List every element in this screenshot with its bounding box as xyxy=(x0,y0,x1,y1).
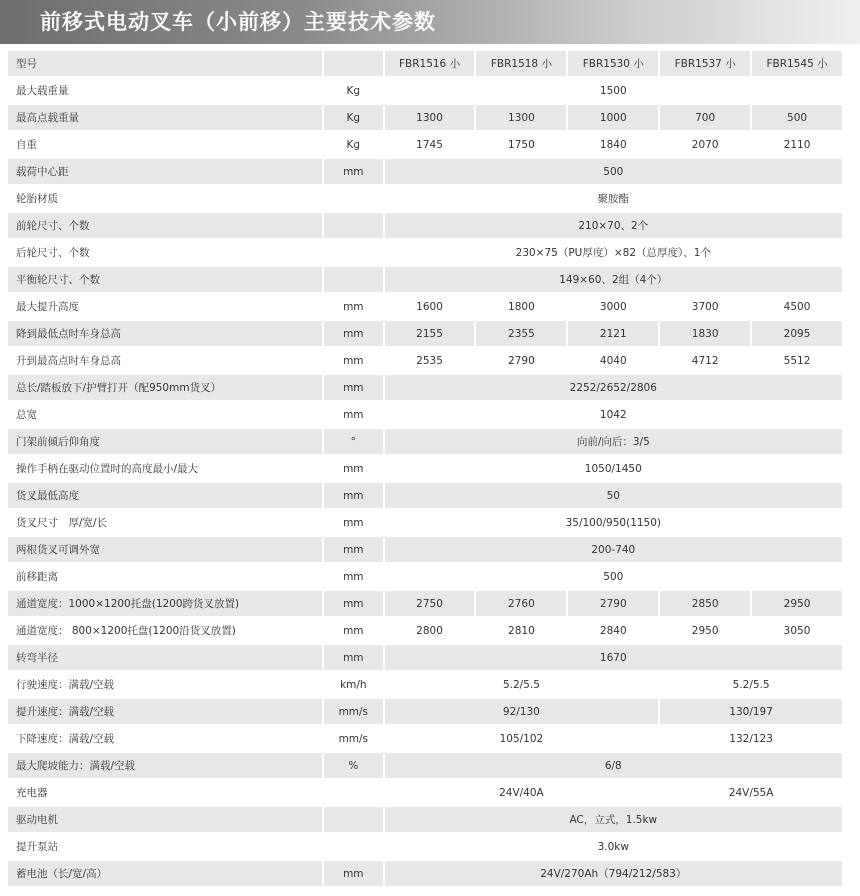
param-name: 前轮尺寸、个数 xyxy=(8,213,324,240)
param-unit: mm xyxy=(324,321,385,348)
param-unit xyxy=(324,240,385,267)
param-value: 1300 xyxy=(385,105,477,132)
param-unit: mm xyxy=(324,456,385,483)
model-header: FBR1518 小 xyxy=(476,51,568,78)
param-unit: Kg xyxy=(324,78,385,105)
param-value: 1830 xyxy=(660,321,752,348)
param-value: 130/197 xyxy=(660,699,844,726)
param-value: 2810 xyxy=(476,618,568,645)
spec-row xyxy=(8,78,844,105)
param-value: 105/102 xyxy=(385,726,661,753)
spec-row xyxy=(8,726,844,753)
param-value: 1600 xyxy=(385,294,477,321)
spec-row xyxy=(8,267,844,294)
param-unit: mm xyxy=(324,861,385,888)
spec-row xyxy=(8,186,844,213)
spec-row xyxy=(8,537,844,564)
param-unit xyxy=(324,213,385,240)
param-unit xyxy=(324,186,385,213)
param-name: 驱动电机 xyxy=(8,807,324,834)
spec-row xyxy=(8,753,844,780)
spec-row xyxy=(8,699,844,726)
param-unit: mm xyxy=(324,537,385,564)
param-value: 500 xyxy=(385,564,844,591)
param-value: 4040 xyxy=(568,348,660,375)
param-name: 转弯半径 xyxy=(8,645,324,672)
param-unit: mm xyxy=(324,510,385,537)
param-unit: mm xyxy=(324,591,385,618)
spec-row xyxy=(8,132,844,159)
param-value: 1000 xyxy=(568,105,660,132)
param-name: 蓄电池（长/宽/高） xyxy=(8,861,324,888)
param-name: 最高点载重量 xyxy=(8,105,324,132)
param-unit: mm xyxy=(324,618,385,645)
param-name: 轮胎材质 xyxy=(8,186,324,213)
param-value: 2252/2652/2806 xyxy=(385,375,844,402)
param-value: 6/8 xyxy=(385,753,844,780)
param-name: 通道宽度： 800×1200托盘(1200沿货叉放置) xyxy=(8,618,324,645)
param-unit xyxy=(324,834,385,861)
param-value: 24V/270Ah（794/212/583） xyxy=(385,861,844,888)
spec-row xyxy=(8,861,844,888)
param-value: 5.2/5.5 xyxy=(385,672,661,699)
param-value: 700 xyxy=(660,105,752,132)
param-value: 3050 xyxy=(752,618,844,645)
param-name: 平衡轮尺寸、个数 xyxy=(8,267,324,294)
param-name: 货叉最低高度 xyxy=(8,483,324,510)
param-name: 充电器 xyxy=(8,780,324,807)
param-name: 提升速度：满载/空载 xyxy=(8,699,324,726)
param-value: 2155 xyxy=(385,321,477,348)
spec-row xyxy=(8,807,844,834)
param-value: 1840 xyxy=(568,132,660,159)
param-value: 2850 xyxy=(660,591,752,618)
param-value: 50 xyxy=(385,483,844,510)
param-unit xyxy=(324,807,385,834)
param-value: AC，立式，1.5kw xyxy=(385,807,844,834)
param-value: 2750 xyxy=(385,591,477,618)
param-name: 操作手柄在驱动位置时的高度最小/最大 xyxy=(8,456,324,483)
spec-row xyxy=(8,240,844,267)
param-value: 1050/1450 xyxy=(385,456,844,483)
param-value: 1800 xyxy=(476,294,568,321)
param-name: 下降速度：满载/空载 xyxy=(8,726,324,753)
param-unit xyxy=(324,780,385,807)
spec-row xyxy=(8,618,844,645)
param-unit: % xyxy=(324,753,385,780)
param-value: 210×70、2个 xyxy=(385,213,844,240)
spec-row xyxy=(8,456,844,483)
param-name: 最大爬坡能力：满载/空载 xyxy=(8,753,324,780)
param-value: 2950 xyxy=(752,591,844,618)
param-value: 1670 xyxy=(385,645,844,672)
spec-row xyxy=(8,564,844,591)
param-name: 总宽 xyxy=(8,402,324,429)
spec-row xyxy=(8,429,844,456)
param-value: 3.0kw xyxy=(385,834,844,861)
param-name: 门架前倾后仰角度 xyxy=(8,429,324,456)
spec-row xyxy=(8,294,844,321)
param-name: 提升泵站 xyxy=(8,834,324,861)
param-value: 230×75（PU厚度）×82（总厚度）、1个 xyxy=(385,240,844,267)
param-value: 1750 xyxy=(476,132,568,159)
param-unit: mm xyxy=(324,159,385,186)
param-name: 货叉尺寸 厚/宽/长 xyxy=(8,510,324,537)
param-unit: ° xyxy=(324,429,385,456)
param-value: 4500 xyxy=(752,294,844,321)
param-unit: mm xyxy=(324,348,385,375)
param-name: 升到最高点时车身总高 xyxy=(8,348,324,375)
param-value: 1745 xyxy=(385,132,477,159)
param-unit: Kg xyxy=(324,132,385,159)
param-name: 两根货叉可调外宽 xyxy=(8,537,324,564)
param-value: 2760 xyxy=(476,591,568,618)
param-value: 2110 xyxy=(752,132,844,159)
param-name: 最大载重量 xyxy=(8,78,324,105)
param-value: 149×60、2组（4个） xyxy=(385,267,844,294)
param-unit: mm xyxy=(324,645,385,672)
param-value: 3700 xyxy=(660,294,752,321)
param-unit: mm xyxy=(324,483,385,510)
param-unit: mm xyxy=(324,294,385,321)
param-value: 3000 xyxy=(568,294,660,321)
param-name: 通道宽度：1000×1200托盘(1200跨货叉放置) xyxy=(8,591,324,618)
param-unit: km/h xyxy=(324,672,385,699)
spec-row xyxy=(8,591,844,618)
param-value: 2355 xyxy=(476,321,568,348)
param-unit: mm xyxy=(324,375,385,402)
param-value: 4712 xyxy=(660,348,752,375)
param-unit: Kg xyxy=(324,105,385,132)
header-param: 型号 xyxy=(8,51,324,78)
param-value: 2840 xyxy=(568,618,660,645)
header-row xyxy=(8,51,844,78)
param-value: 1042 xyxy=(385,402,844,429)
spec-row xyxy=(8,321,844,348)
param-unit: mm xyxy=(324,402,385,429)
param-value: 5512 xyxy=(752,348,844,375)
param-unit: mm xyxy=(324,564,385,591)
model-header: FBR1516 小 xyxy=(385,51,477,78)
param-value: 132/123 xyxy=(660,726,844,753)
param-value: 24V/55A xyxy=(660,780,844,807)
param-value: 5.2/5.5 xyxy=(660,672,844,699)
param-value: 24V/40A xyxy=(385,780,661,807)
param-value: 2095 xyxy=(752,321,844,348)
param-name: 降到最低点时车身总高 xyxy=(8,321,324,348)
param-unit: mm/s xyxy=(324,699,385,726)
param-name: 载荷中心距 xyxy=(8,159,324,186)
param-name: 最大提升高度 xyxy=(8,294,324,321)
spec-row xyxy=(8,483,844,510)
param-value: 2950 xyxy=(660,618,752,645)
spec-row xyxy=(8,375,844,402)
param-value: 2790 xyxy=(568,591,660,618)
param-value: 2070 xyxy=(660,132,752,159)
param-value: 500 xyxy=(752,105,844,132)
param-value: 向前/向后：3/5 xyxy=(385,429,844,456)
spec-row xyxy=(8,159,844,186)
param-value: 聚胺酯 xyxy=(385,186,844,213)
spec-row xyxy=(8,645,844,672)
title-bar xyxy=(0,0,860,44)
header-unit xyxy=(324,51,385,78)
spec-row xyxy=(8,213,844,240)
param-name: 自重 xyxy=(8,132,324,159)
param-name: 总长/踏板放下/护臂打开（配950mm货叉） xyxy=(8,375,324,402)
spec-row xyxy=(8,780,844,807)
spec-row xyxy=(8,348,844,375)
param-name: 行驶速度：满载/空载 xyxy=(8,672,324,699)
param-unit xyxy=(324,267,385,294)
spec-row xyxy=(8,510,844,537)
page-title: 前移式电动叉车（小前移）主要技术参数 xyxy=(40,10,436,34)
param-value: 500 xyxy=(385,159,844,186)
spec-row xyxy=(8,672,844,699)
param-value: 2535 xyxy=(385,348,477,375)
model-header: FBR1537 小 xyxy=(660,51,752,78)
param-value: 2121 xyxy=(568,321,660,348)
spec-row xyxy=(8,834,844,861)
model-header: FBR1530 小 xyxy=(568,51,660,78)
param-unit: mm/s xyxy=(324,726,385,753)
model-header: FBR1545 小 xyxy=(752,51,844,78)
param-name: 前移距离 xyxy=(8,564,324,591)
param-value: 92/130 xyxy=(385,699,661,726)
spec-table xyxy=(8,51,844,888)
param-value: 1500 xyxy=(385,78,844,105)
param-value: 2790 xyxy=(476,348,568,375)
spec-table-body xyxy=(8,51,844,888)
param-value: 1300 xyxy=(476,105,568,132)
param-value: 2800 xyxy=(385,618,477,645)
param-value: 200-740 xyxy=(385,537,844,564)
param-value: 35/100/950(1150) xyxy=(385,510,844,537)
spec-row xyxy=(8,105,844,132)
param-name: 后轮尺寸、个数 xyxy=(8,240,324,267)
spec-row xyxy=(8,402,844,429)
